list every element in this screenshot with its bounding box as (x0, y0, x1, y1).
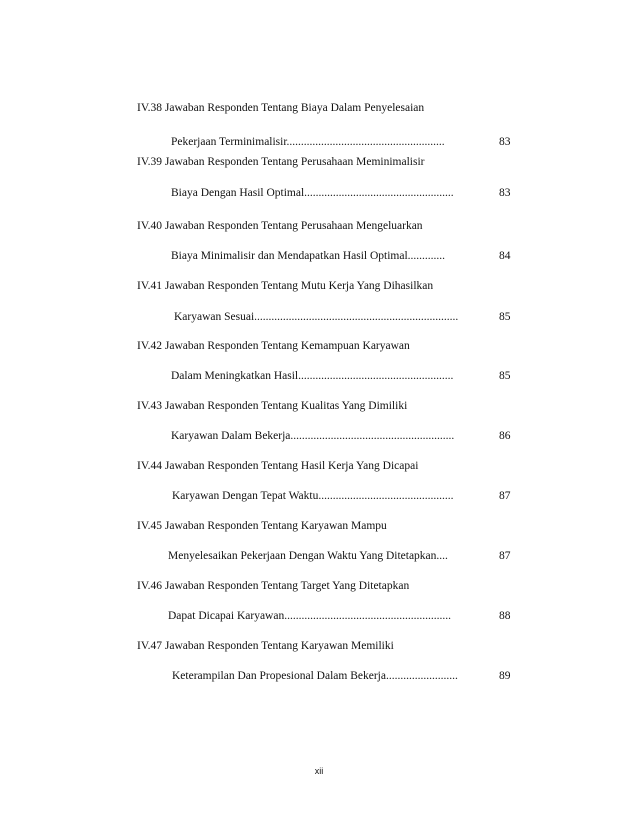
toc-entry-continuation: Pekerjaan Terminimalisir....................................................... (171, 136, 445, 148)
toc-entry-continuation: Menyelesaikan Pekerjaan Dengan Waktu Yang Ditetapkan.... (168, 550, 448, 562)
toc-entry-title: IV.45 Jawaban Responden Tentang Karyawan Mampu (137, 520, 387, 532)
toc-entry-page: 89 (499, 670, 511, 682)
toc-entry-title: IV.39 Jawaban Responden Tentang Perusahaan Meminimalisir (137, 156, 425, 168)
toc-entry-title: IV.38 Jawaban Responden Tentang Biaya Dalam Penyelesaian (137, 102, 425, 114)
toc-entry-continuation: Keterampilan Dan Propesional Dalam Bekerja......................... (172, 670, 458, 682)
toc-entry-continuation: Karyawan Dengan Tepat Waktu............................................... (172, 490, 454, 502)
page-footer-number: xii (314, 766, 324, 776)
toc-entry-page: 84 (499, 250, 511, 262)
toc-entry-continuation: Biaya Dengan Hasil Optimal.................................................... (171, 187, 454, 199)
toc-entry-title: IV.47 Jawaban Responden Tentang Karyawan Memiliki (137, 640, 394, 652)
toc-entry-page: 86 (499, 430, 511, 442)
toc-entry-page: 87 (499, 490, 511, 502)
toc-entry-page: 83 (499, 136, 511, 148)
toc-entry-title: IV.40 Jawaban Responden Tentang Perusahaan Mengeluarkan (137, 220, 423, 232)
toc-entry-title: IV.44 Jawaban Responden Tentang Hasil Kerja Yang Dicapai (137, 460, 419, 472)
toc-entry-continuation: Dalam Meningkatkan Hasil...................................................... (171, 370, 454, 382)
toc-entry-title: IV.41 Jawaban Responden Tentang Mutu Kerja Yang Dihasilkan (137, 280, 434, 292)
toc-entry-page: 85 (499, 311, 511, 323)
toc-entry-continuation: Karyawan Dalam Bekerja......................................................... (171, 430, 455, 442)
toc-entry-page: 83 (499, 187, 511, 199)
toc-entry-page: 88 (499, 610, 511, 622)
toc-entry-title: IV.46 Jawaban Responden Tentang Target Yang Ditetapkan (137, 580, 410, 592)
toc-entry-continuation: Biaya Minimalisir dan Mendapatkan Hasil Optimal............. (171, 250, 446, 262)
toc-entry-title: IV.43 Jawaban Responden Tentang Kualitas Yang Dimiliki (137, 400, 408, 412)
toc-entry-page: 87 (499, 550, 511, 562)
toc-entry-continuation: Karyawan Sesuai....................................................................... (174, 311, 459, 323)
toc-entry-title: IV.42 Jawaban Responden Tentang Kemampuan Karyawan (137, 340, 410, 352)
toc-entry-page: 85 (499, 370, 511, 382)
toc-entry-continuation: Dapat Dicapai Karyawan.......................................................... (168, 610, 451, 622)
